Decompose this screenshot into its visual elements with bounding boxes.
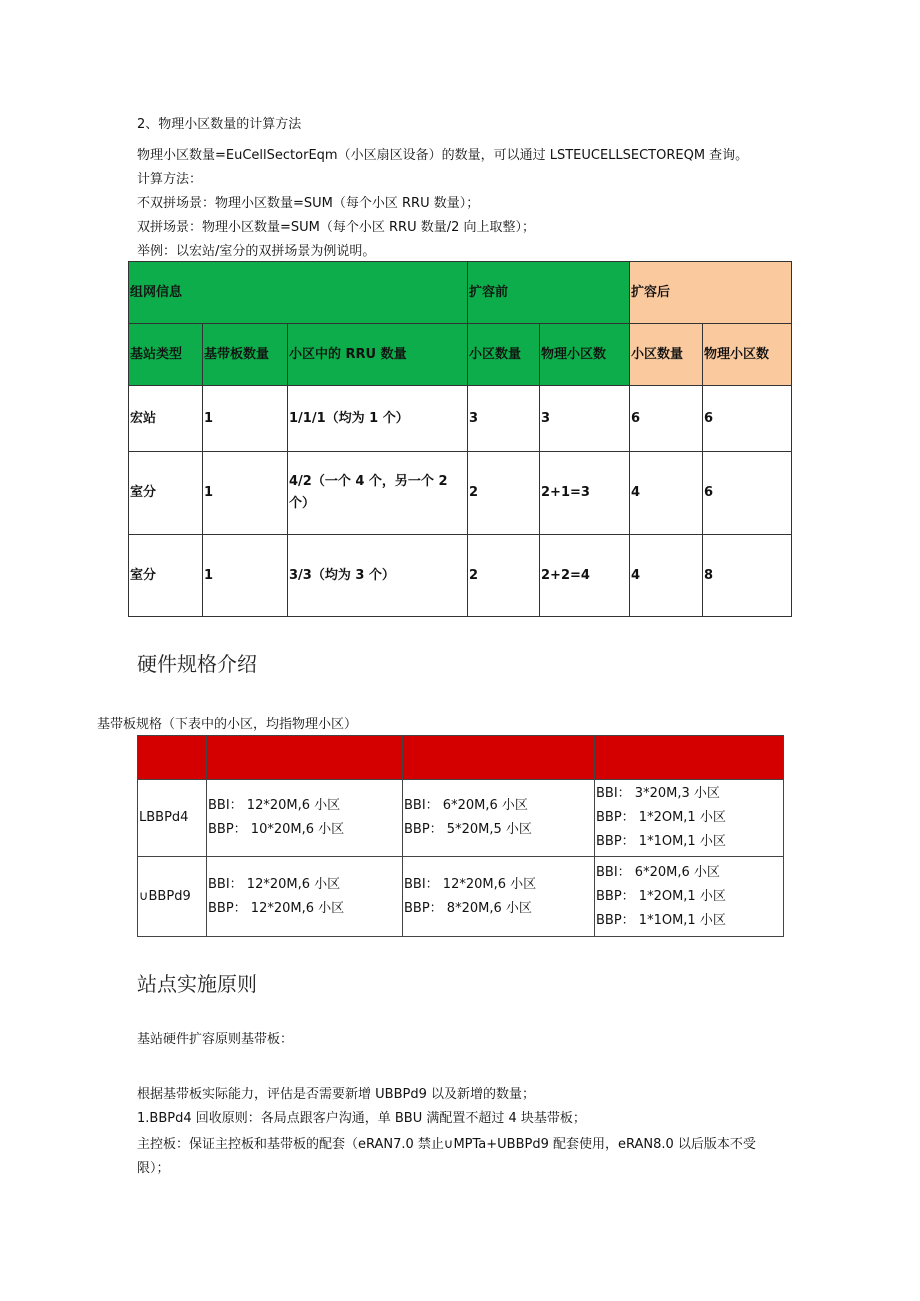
table-row (129, 452, 792, 535)
col-header: 物理小区数 (703, 324, 792, 386)
spec-line: BBI： 12*20M,6 小区 (404, 876, 537, 892)
col-header: 物理小区数 (540, 324, 630, 386)
table-cell: 3 (540, 386, 630, 452)
table-cell: 6 (630, 386, 703, 452)
paragraph-definition: 物理小区数量=EuCellSectorEqm（小区扇区设备）的数量，可以通过 LSTEUCELLSECTOREQM 查询。 (137, 148, 749, 163)
spec-line: BBP： 1*2OM,1 小区 (596, 810, 726, 825)
col-header: 小区中的 RRU 数量 (288, 324, 468, 386)
paragraph-dual: 双拼场景：物理小区数量=SUM（每个小区 RRU 数量/2 向上取整）； (137, 220, 536, 235)
paragraph-evaluate: 根据基带板实际能力，评估是否需要新增 UBBPd9 以及新增的数量； (137, 1087, 535, 1102)
table-cell: 1 (203, 452, 288, 535)
header-cell (403, 736, 595, 780)
spec-line: BBI： 6*20M,6 小区 (404, 798, 528, 813)
table-cell: 2 (468, 535, 540, 617)
spec-cell (595, 780, 784, 857)
table-cell: 1/1/1（均为 1 个） (288, 386, 468, 452)
spec-line: BBP： 1*2OM,1 小区 (596, 888, 726, 904)
spec-cell (207, 780, 403, 857)
paragraph-expansion-principle: 基站硬件扩容原则基带板： (137, 1032, 294, 1047)
spec-line: BBI： 3*20M,3 小区 (596, 786, 720, 801)
paragraph-main-control: 主控板：保证主控板和基带板的配套（eRAN7.0 禁止∪MPTa+UBBPd9 配套使用，eRAN8.0 以后版本不受 (137, 1137, 756, 1152)
spec-line: BBI： 6*20M,6 小区 (596, 864, 720, 880)
header-cell (138, 736, 207, 780)
table-row (138, 780, 784, 857)
group-header-after: 扩容后 (630, 262, 792, 324)
table-cell: 4 (630, 535, 703, 617)
heading-site-principles: 站点实施原则 (137, 972, 257, 996)
paragraph-main-control-cont: 限）； (137, 1161, 170, 1176)
header-cell (207, 736, 403, 780)
spec-cell (403, 780, 595, 857)
table-cell: 3 (468, 386, 540, 452)
table-cell: 6 (703, 452, 792, 535)
spec-line: BBP： 12*20M,6 小区 (208, 900, 345, 916)
table-cell: 宏站 (129, 386, 203, 452)
table-caption-baseband: 基带板规格（下表中的小区，均指物理小区） (97, 717, 358, 732)
spec-cell (403, 857, 595, 937)
table-cell: 6 (703, 386, 792, 452)
col-header: 小区数量 (630, 324, 703, 386)
table-cell: 4/2（一个 4 个，另一个 2 个） (288, 452, 468, 535)
table-cell: 3/3（均为 3 个） (288, 535, 468, 617)
board-name: ∪BBPd9 (138, 857, 207, 937)
table-row (129, 386, 792, 452)
table-cell: 4 (630, 452, 703, 535)
baseband-spec-table (137, 735, 784, 937)
spec-cell (207, 857, 403, 937)
spec-line: BBP： 1*1OM,1 小区 (596, 834, 726, 849)
col-header: 基站类型 (129, 324, 203, 386)
spec-line: BBP： 8*20M,6 小区 (404, 900, 532, 916)
section-title-calc: 2、物理小区数量的计算方法 (137, 117, 302, 132)
table-row (138, 857, 784, 937)
table-cell: 室分 (129, 535, 203, 617)
cell-count-table (128, 261, 792, 617)
paragraph-example: 举例：以宏站/室分的双拼场景为例说明。 (137, 244, 376, 259)
heading-hardware-spec: 硬件规格介绍 (137, 652, 257, 676)
spec-line: BBP： 1*1OM,1 小区 (596, 912, 726, 928)
paragraph-non-dual: 不双拼场景：物理小区数量=SUM（每个小区 RRU 数量）； (137, 196, 480, 211)
col-header: 小区数量 (468, 324, 540, 386)
spec-line: BBP： 5*20M,5 小区 (404, 822, 532, 837)
header-cell (595, 736, 784, 780)
table-cell: 2+2=4 (540, 535, 630, 617)
table-cell: 2+1=3 (540, 452, 630, 535)
table-cell: 室分 (129, 452, 203, 535)
spec-line: BBI： 12*20M,6 小区 (208, 798, 341, 813)
table-row (129, 535, 792, 617)
table-cell: 8 (703, 535, 792, 617)
table-cell: 2 (468, 452, 540, 535)
board-name: LBBPd4 (138, 780, 207, 857)
table-header-row (138, 736, 784, 780)
group-header-network: 组网信息 (129, 262, 468, 324)
spec-line: BBI： 12*20M,6 小区 (208, 876, 341, 892)
spec-line: BBP： 10*20M,6 小区 (208, 822, 345, 837)
paragraph-calc-label: 计算方法： (137, 172, 203, 187)
paragraph-recycle: 1.BBPd4 回收原则：各局点跟客户沟通，单 BBU 满配置不超过 4 块基带板； (137, 1111, 586, 1126)
group-header-before: 扩容前 (468, 262, 630, 324)
col-header: 基带板数量 (203, 324, 288, 386)
table-cell: 1 (203, 535, 288, 617)
spec-cell (595, 857, 784, 937)
table-cell: 1 (203, 386, 288, 452)
